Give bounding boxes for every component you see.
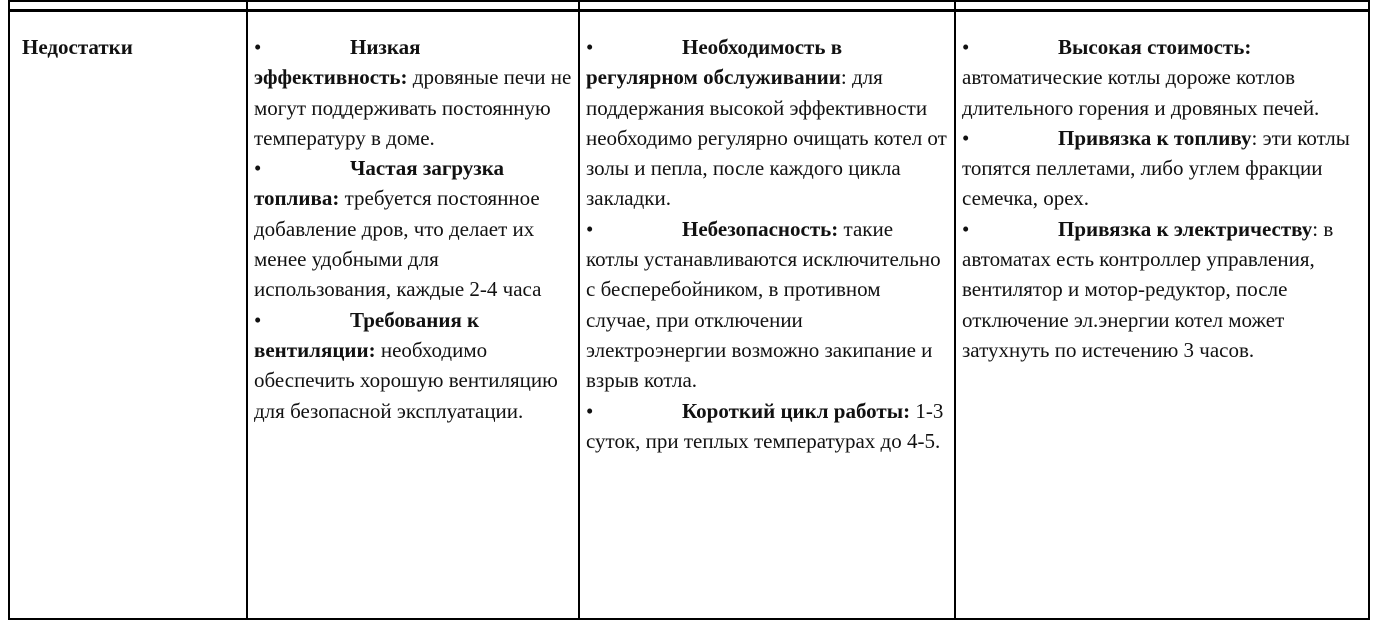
disadvantage-item bbox=[586, 214, 948, 396]
column-cell-automatic-boilers-b bbox=[955, 11, 1369, 620]
disadvantage-item bbox=[586, 32, 948, 214]
disadvantage-description: : в автоматах есть контроллер управления, вентилятор и мотор-редуктор, после отключение эл.энергии котел может затухнуть по истечению 3 часов. bbox=[962, 216, 1334, 362]
disadvantage-description: автоматические котлы дороже котлов длительного горения и дровяных печей. bbox=[962, 65, 1320, 120]
disadvantage-term: Короткий цикл работы: bbox=[682, 398, 911, 423]
disadvantage-item bbox=[254, 32, 572, 153]
previous-row-cell bbox=[9, 1, 247, 11]
row-label: Недостатки bbox=[22, 35, 133, 59]
comparison-table bbox=[8, 0, 1370, 620]
disadvantage-item bbox=[254, 305, 572, 426]
bullet-marker: • bbox=[586, 216, 594, 241]
disadvantage-term: Высокая стоимость: bbox=[1058, 35, 1252, 59]
disadvantage-description: такие котлы устанавливаются исключительно с бесперебойником, в противном случае, при отключении электроэнергии возможно закипание и взрыв котла. bbox=[586, 216, 941, 393]
disadvantage-term: Привязка к топливу bbox=[1058, 125, 1252, 150]
disadvantage-item bbox=[254, 153, 572, 304]
previous-row-edge bbox=[9, 1, 1369, 11]
disadvantage-item bbox=[586, 396, 948, 457]
bullet-marker: • bbox=[254, 156, 262, 181]
disadvantage-description: : для поддержания высокой эффективности необходимо регулярно очищать котел от золы и пепла, после каждого цикла закладки. bbox=[586, 65, 947, 211]
disadvantage-term: Частая загрузка топлива: bbox=[254, 156, 505, 211]
disadvantage-description: 1-3 суток, при теплых температурах до 4-5. bbox=[586, 398, 944, 453]
disadvantage-description: необходимо обеспечить хорошую вентиляцию для безопасной эксплуатации. bbox=[254, 337, 558, 423]
disadvantage-item bbox=[962, 32, 1362, 123]
disadvantage-item bbox=[962, 123, 1362, 214]
bullet-marker: • bbox=[962, 125, 970, 150]
disadvantage-description: дровяные печи не могут поддерживать постоянную температуру в доме. bbox=[254, 65, 572, 150]
disadvantage-description: требуется постоянное добавление дров, что делает их менее удобными для использования, каждые 2-4 часа bbox=[254, 186, 542, 302]
bullet-marker: • bbox=[962, 35, 970, 59]
disadvantage-term: Привязка к электричеству bbox=[1058, 216, 1313, 241]
disadvantage-term: Необходимость в регулярном обслуживании bbox=[586, 35, 843, 90]
column-cell-automatic-boilers-a bbox=[579, 11, 955, 620]
bullet-marker: • bbox=[586, 35, 594, 59]
disadvantage-term: Низкая эффективность: bbox=[254, 35, 421, 90]
row-label-cell bbox=[9, 11, 247, 620]
previous-row-cell bbox=[955, 1, 1369, 11]
disadvantage-term: Требования к вентиляции: bbox=[254, 307, 480, 362]
disadvantage-item bbox=[962, 214, 1362, 365]
bullet-marker: • bbox=[962, 216, 970, 241]
disadvantage-term: Небезопасность: bbox=[682, 216, 839, 241]
disadvantage-description: : эти котлы топятся пеллетами, либо углем фракции семечка, орех. bbox=[962, 125, 1350, 211]
column-cell-wood-stoves bbox=[247, 11, 579, 620]
previous-row-cell bbox=[579, 1, 955, 11]
bullet-marker: • bbox=[254, 307, 262, 332]
disadvantages-row bbox=[9, 11, 1369, 620]
bullet-marker: • bbox=[586, 398, 594, 423]
comparison-table-fragment bbox=[8, 0, 1368, 616]
previous-row-cell bbox=[247, 1, 579, 11]
bullet-marker: • bbox=[254, 35, 262, 59]
